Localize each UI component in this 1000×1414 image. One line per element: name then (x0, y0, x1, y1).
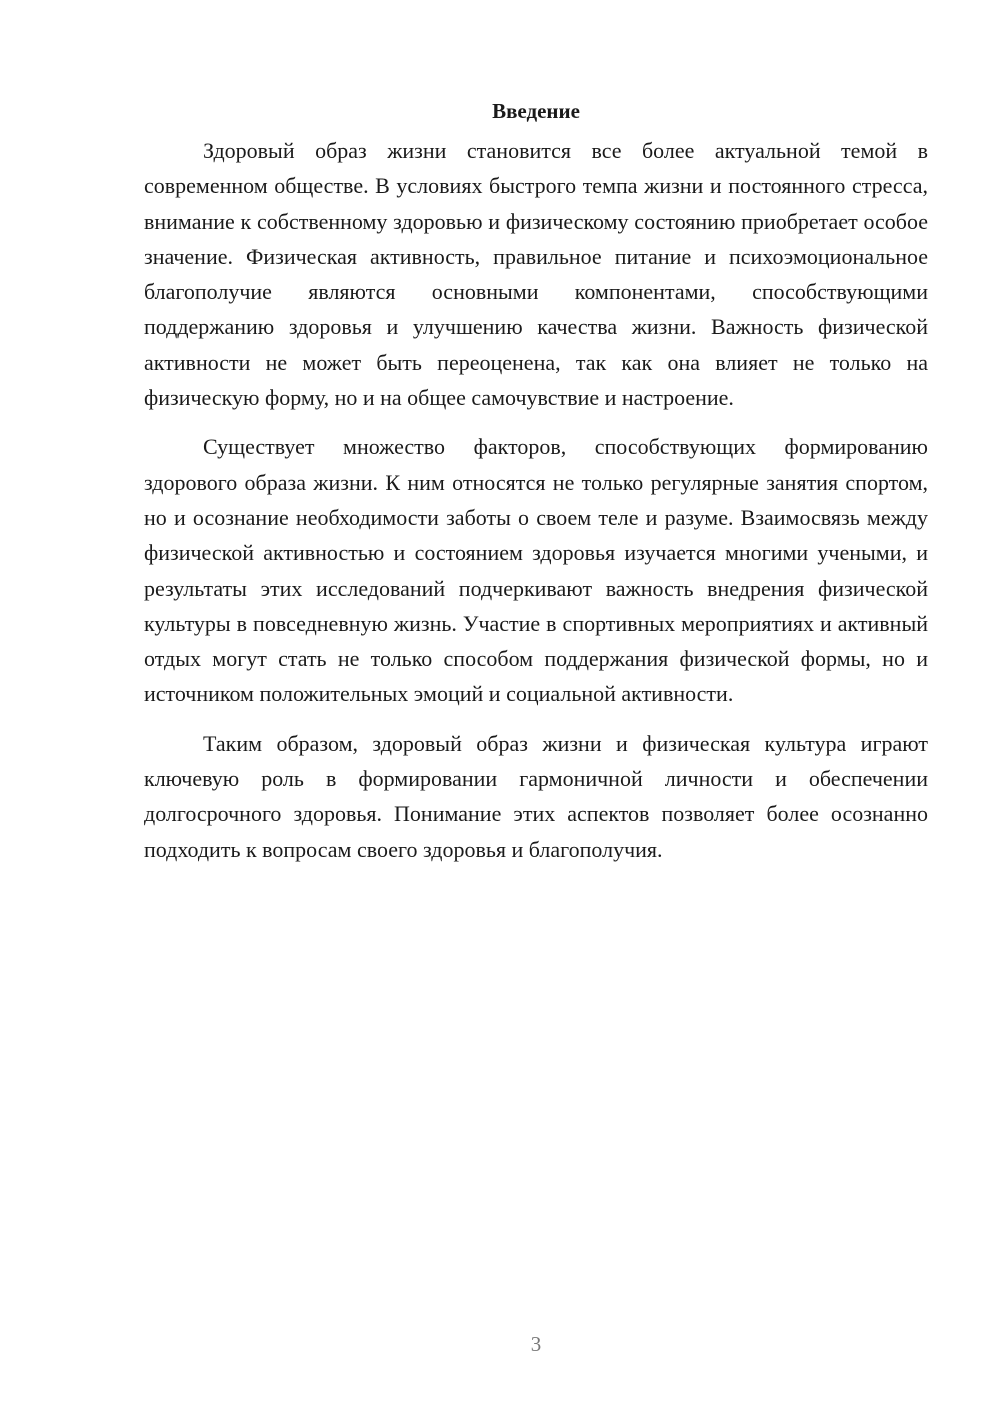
paragraph-2: Существует множество факторов, способствующих формированию здорового образа жизни. К ним относятся не только регулярные занятия спортом, но и осознание необходимости заботы о своем теле и разуме. Взаимосвязь между физической активностью и состоянием здоровья изучается многими учеными, и результаты этих исследований подчеркивают важность внедрения физической культуры в повседневную жизнь. Участие в спортивных мероприятиях и активный отдых могут стать не только способом поддержания физической формы, но и источником положительных эмоций и социальной активности. (144, 434, 928, 707)
page-number: 3 (530, 1332, 542, 1356)
paragraph-1: Здоровый образ жизни становится все более актуальной темой в современном обществе. В условиях быстрого темпа жизни и постоянного стресса, внимание к собственному здоровью и физическому состоянию приобретает особое значение. Физическая активность, правильное питание и психоэмоциональное благополучие являются основными компонентами, способствующими поддержанию здоровья и улучшению качества жизни. Важность физической активности не может быть переоценена, так как она влияет не только на физическую форму, но и на общее самочувствие и настроение. (144, 138, 928, 411)
paragraph-3: Таким образом, здоровый образ жизни и физическая культура играют ключевую роль в формировании гармоничной личности и обеспечении долгосрочного здоровья. Понимание этих аспектов позволяет более осознанно подходить к вопросам своего здоровья и благополучия. (144, 730, 928, 862)
page-content (144, 95, 928, 881)
section-title: Введение (492, 99, 580, 123)
